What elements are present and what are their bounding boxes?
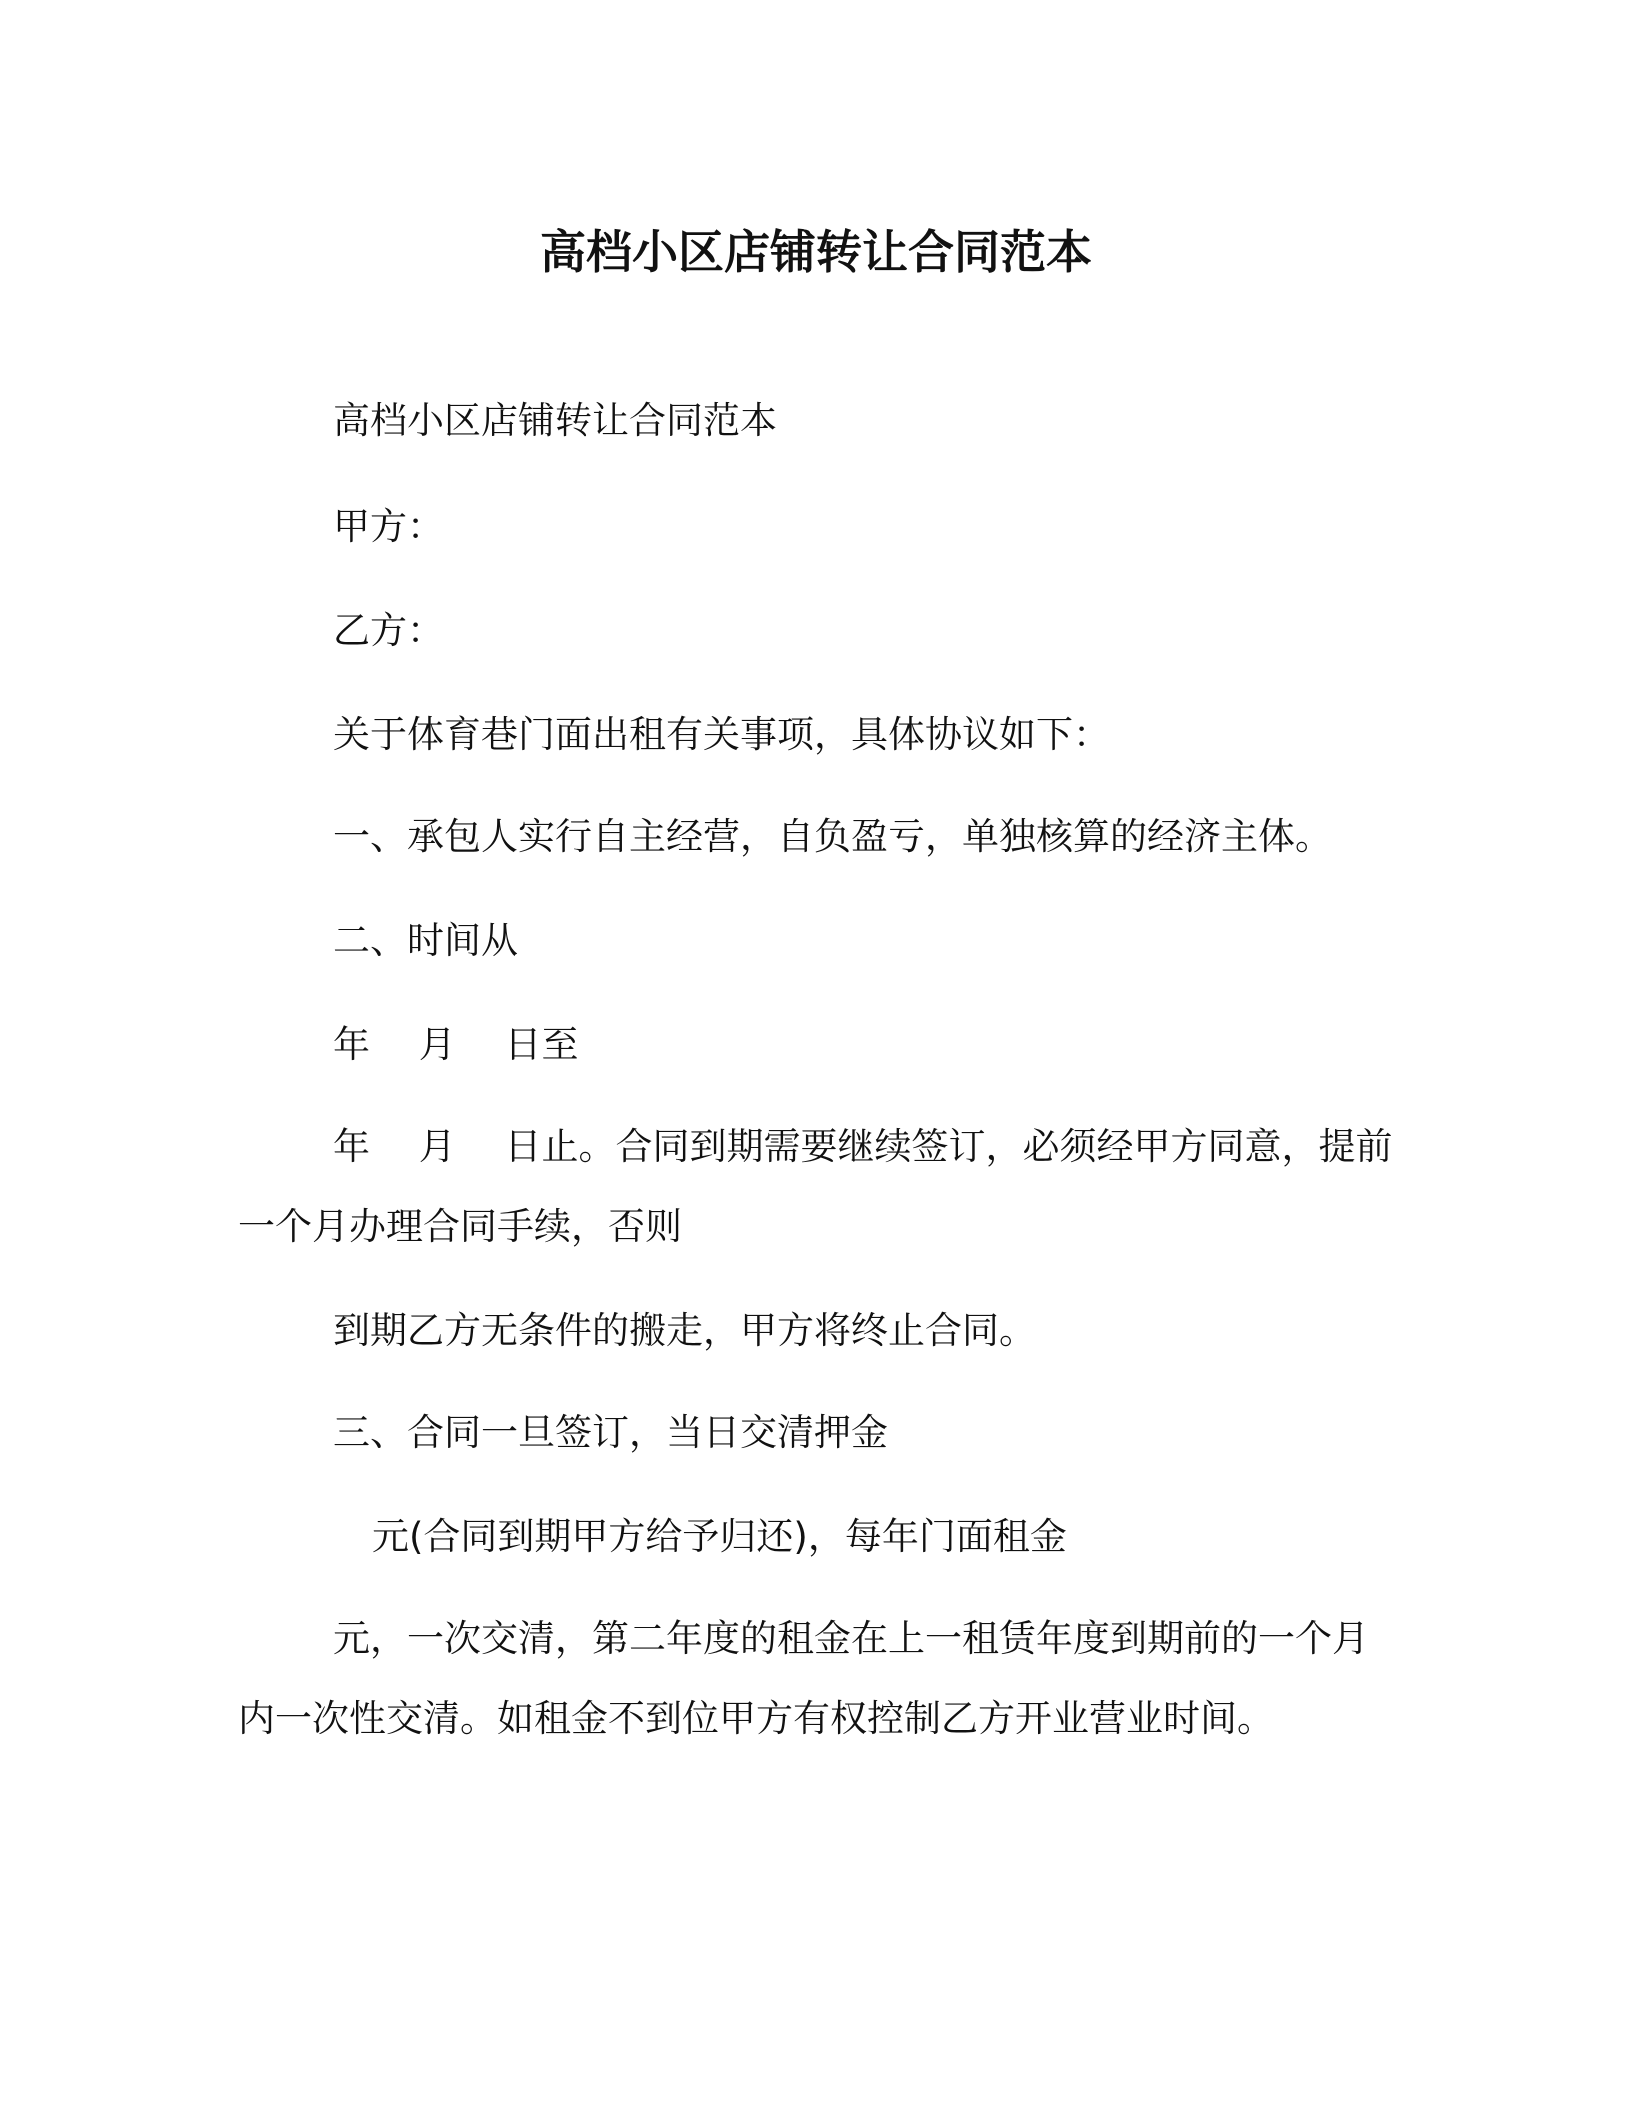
clause-three-start: 三、合同一旦签订，当日交清押金 bbox=[333, 1411, 888, 1454]
agreement-intro: 关于体育巷门面出租有关事项，具体协议如下： bbox=[333, 713, 1110, 756]
party-a-line: 甲方： bbox=[333, 505, 444, 548]
date-to-line: 年 月 日止。合同到期需要继续签订，必须经甲方同意，提前 bbox=[333, 1125, 1393, 1168]
document-title: 高档小区店铺转让合同范本 bbox=[540, 225, 1092, 279]
clause-one: 一、承包人实行自主经营，自负盈亏，单独核算的经济主体。 bbox=[333, 815, 1332, 858]
date-to-line-cont: 一个月办理合同手续，否则 bbox=[238, 1205, 682, 1248]
clause-two-start: 二、时间从 bbox=[333, 919, 518, 962]
party-b-line: 乙方： bbox=[333, 609, 444, 652]
date-from-line: 年 月 日至 bbox=[333, 1023, 579, 1066]
rent-line-cont: 内一次性交清。如租金不到位甲方有权控制乙方开业营业时间。 bbox=[238, 1697, 1274, 1740]
clause-two-end: 到期乙方无条件的搬走，甲方将终止合同。 bbox=[333, 1309, 1036, 1352]
rent-line: 元，一次交清，第二年度的租金在上一租赁年度到期前的一个月 bbox=[333, 1617, 1369, 1660]
deposit-line: 元(合同到期甲方给予归还)，每年门面租金 bbox=[372, 1515, 1067, 1558]
contract-heading: 高档小区店铺转让合同范本 bbox=[333, 399, 777, 442]
